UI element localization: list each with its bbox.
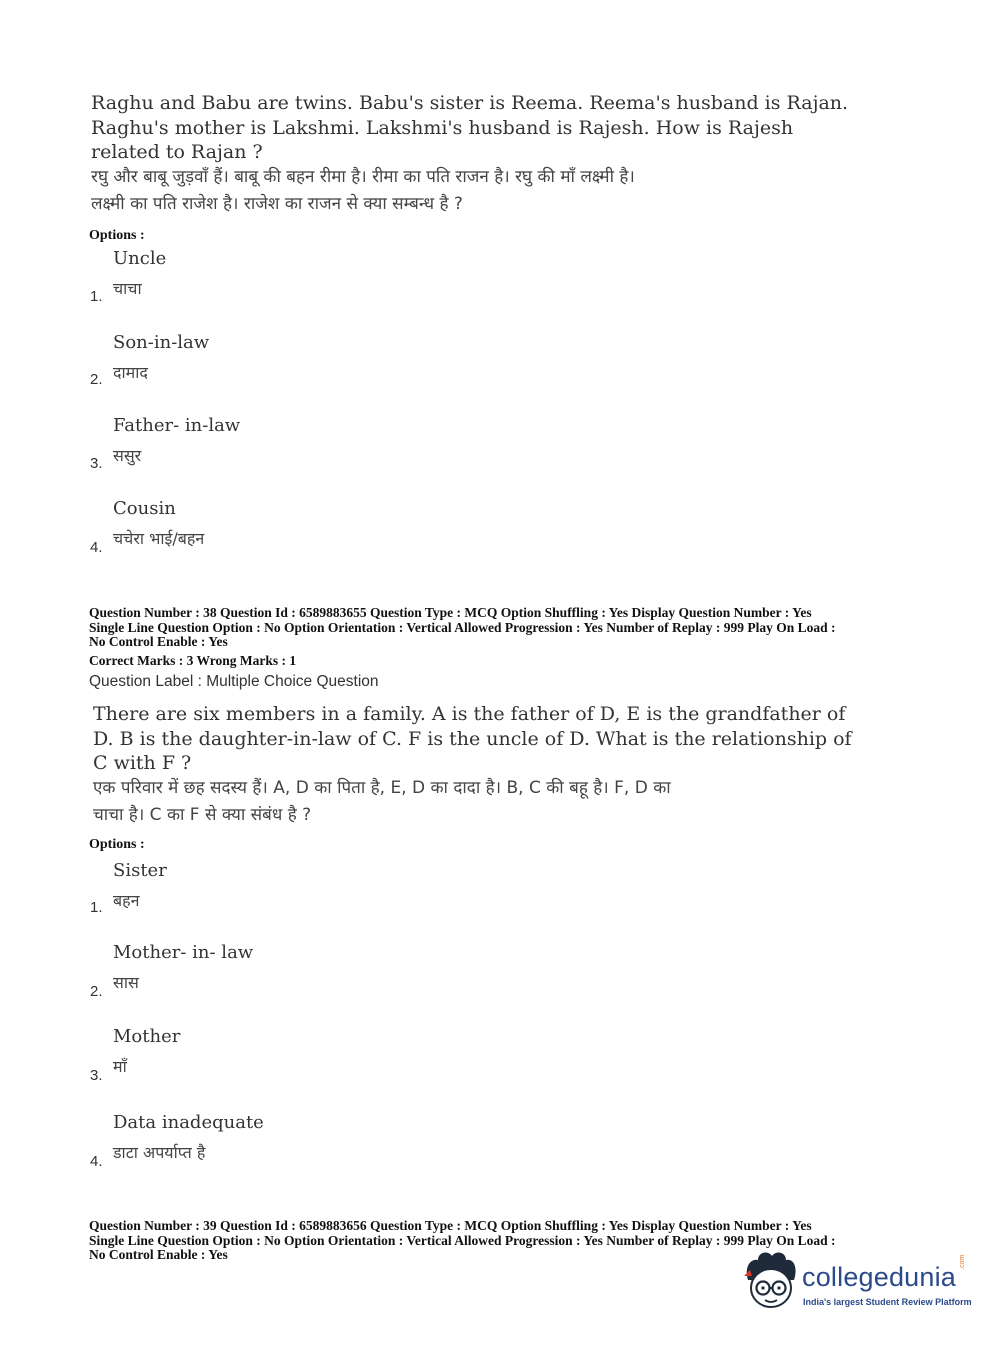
q37-option-2-en[interactable]: Son-in-law — [113, 332, 210, 353]
q38-text-line: C with F ? — [93, 752, 192, 774]
q37-option-1-hi[interactable]: चाचा — [113, 279, 142, 298]
q38-option-1-en[interactable]: Sister — [113, 860, 167, 881]
q38-meta-block — [89, 606, 836, 650]
q38-meta-line: No Control Enable : Yes — [89, 634, 228, 649]
q37-option-4-number: 4. — [90, 539, 103, 556]
logo-tagline: India's largest Student Review Platform — [803, 1297, 972, 1307]
q39-meta-block — [89, 1219, 836, 1263]
q37-option-2-number: 2. — [90, 371, 103, 388]
logo-wordmark: collegedunia — [802, 1262, 957, 1292]
q38-option-2-en[interactable]: Mother- in- law — [113, 942, 254, 963]
q37-option-1-number: 1. — [90, 288, 103, 305]
q37-question-text-en — [91, 91, 849, 165]
q37-option-4-en[interactable]: Cousin — [113, 498, 176, 519]
q38-question-text-en — [93, 702, 852, 776]
logo-suffix: .com — [959, 1254, 966, 1270]
q38-option-4-hi[interactable]: डाटा अपर्याप्त है — [113, 1143, 206, 1162]
q37-text-line: Raghu's mother is Lakshmi. Lakshmi's husband is Rajesh. How is Rajesh — [91, 116, 794, 139]
q38-question-text-hi — [93, 775, 671, 829]
q38-text-line: There are six members in a family. A is the father of D, E is the grandfather of — [93, 703, 846, 725]
q38-question-label: Question Label : Multiple Choice Question — [89, 673, 379, 690]
q37-hindi-line: लक्ष्मी का पति राजेश है। राजेश का राजन से क्या सम्बन्ध है ? — [91, 194, 463, 214]
q38-option-1-hi[interactable]: बहन — [113, 891, 140, 910]
q38-option-3-en[interactable]: Mother — [113, 1026, 181, 1047]
q38-option-1-number: 1. — [90, 899, 103, 916]
q39-meta-line: Single Line Question Option : No Option Orientation : Vertical Allowed Progression : Yes Number of Replay : 999 Play On Load : — [89, 1232, 836, 1248]
q38-option-3-number: 3. — [90, 1067, 103, 1084]
q38-text-line: D. B is the daughter-in-law of C. F is the uncle of D. What is the relationship of — [93, 727, 852, 750]
q38-hindi-line: एक परिवार में छह सदस्य हैं। A, D का पिता है, E, D का दादा है। B, C की बहू है। F, D का — [93, 778, 671, 798]
q38-option-2-number: 2. — [90, 983, 103, 1000]
q38-options-label: Options : — [89, 837, 145, 852]
q37-options-label: Options : — [89, 228, 145, 243]
q37-text-line: related to Rajan ? — [91, 141, 263, 163]
q38-option-4-number: 4. — [90, 1153, 103, 1170]
q37-question-text-hi — [91, 164, 635, 218]
q39-meta-line: Question Number : 39 Question Id : 6589883656 Question Type : MCQ Option Shuffling : Yes Display Question Number : Yes — [89, 1218, 812, 1233]
q37-option-2-hi[interactable]: दामाद — [113, 363, 148, 382]
q37-option-4-hi[interactable]: चचेरा भाई/बहन — [113, 529, 205, 548]
q38-meta-line: Single Line Question Option : No Option Orientation : Vertical Allowed Progression : Yes Number of Replay : 999 Play On Load : — [89, 619, 836, 635]
mascot-icon — [740, 1250, 802, 1316]
q37-option-3-number: 3. — [90, 455, 103, 472]
q39-meta-line: No Control Enable : Yes — [89, 1247, 228, 1262]
q37-hindi-line: रघु और बाबू जुड़वाँ हैं। बाबू की बहन रीमा है। रीमा का पति राजन है। रघु की माँ लक्ष्मी है। — [91, 167, 635, 187]
q38-meta-line: Question Number : 38 Question Id : 6589883655 Question Type : MCQ Option Shuffling : Yes Display Question Number : Yes — [89, 605, 812, 620]
collegedunia-logo[interactable] — [740, 1250, 970, 1320]
q38-option-3-hi[interactable]: माँ — [113, 1057, 127, 1076]
q37-text-line: Raghu and Babu are twins. Babu's sister is Reema. Reema's husband is Rajan. — [91, 92, 849, 114]
q37-option-1-en[interactable]: Uncle — [113, 248, 167, 269]
q38-option-4-en[interactable]: Data inadequate — [113, 1112, 264, 1133]
q37-option-3-hi[interactable]: ससुर — [113, 446, 142, 465]
q38-option-2-hi[interactable]: सास — [113, 973, 139, 992]
q37-option-3-en[interactable]: Father- in-law — [113, 415, 241, 436]
q38-hindi-line: चाचा है। C का F से क्या संबंध है ? — [93, 805, 312, 825]
q38-marks: Correct Marks : 3 Wrong Marks : 1 — [89, 653, 297, 668]
